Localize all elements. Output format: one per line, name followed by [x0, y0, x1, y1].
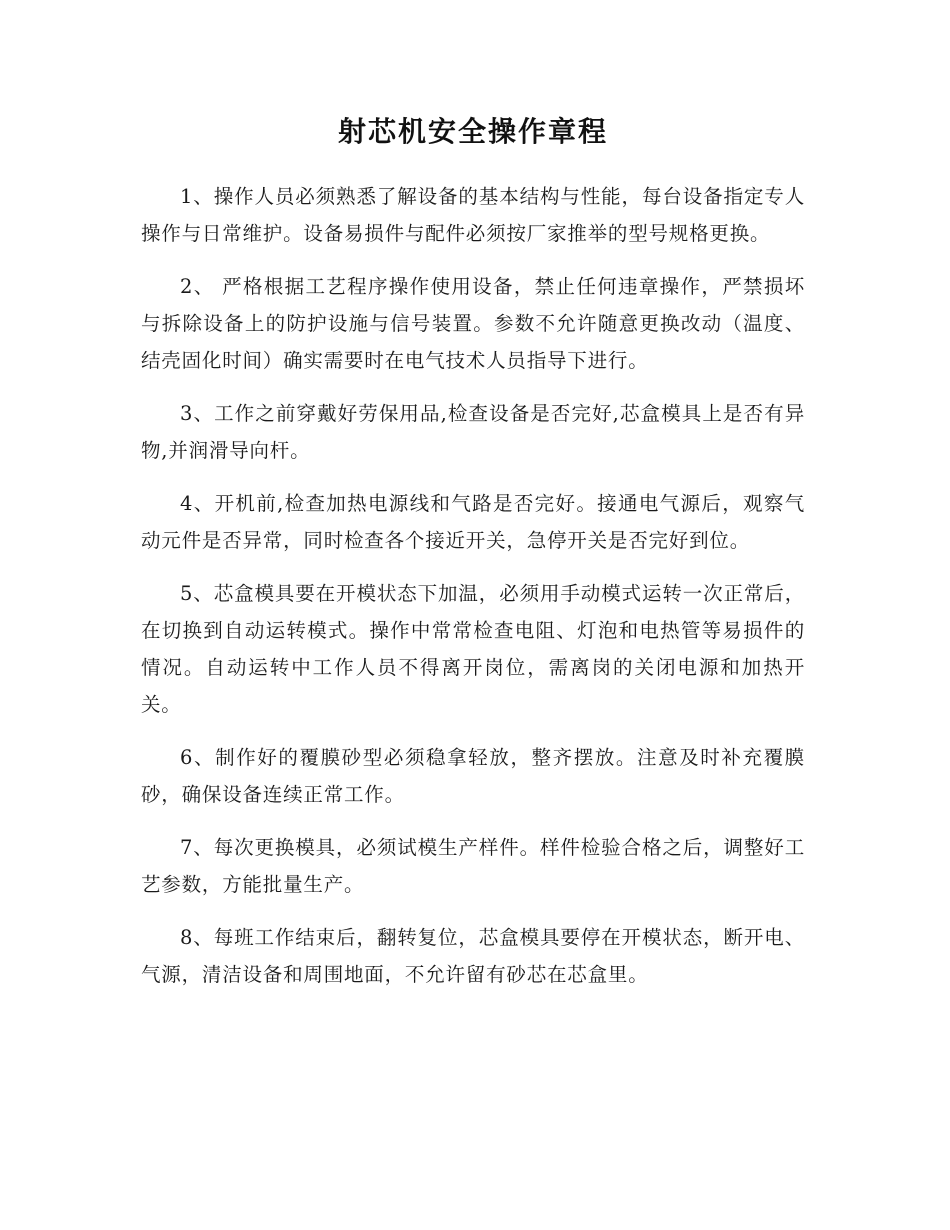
- paragraph-2: 2、 严格根据工艺程序操作使用设备，禁止任何违章操作，严禁损坏与拆除设备上的防护设施与信号装置。参数不允许随意更换改动（温度、结壳固化时间）确实需要时在电气技术人员指导下进行。: [141, 275, 805, 372]
- document-title: 射芯机安全操作章程: [337, 115, 608, 148]
- paragraph-6: 6、制作好的覆膜砂型必须稳拿轻放，整齐摆放。注意及时补充覆膜砂，确保设备连续正常工作。: [141, 746, 805, 806]
- paragraph-5: 5、芯盒模具要在开模状态下加温，必须用手动模式运转一次正常后，在切换到自动运转模式。操作中常常检查电阻、灯泡和电热管等易损件的情况。自动运转中工作人员不得离开岗位，需离岗的关闭电源和加热开关。: [141, 582, 805, 716]
- paragraph-8: 8、每班工作结束后，翻转复位，芯盒模具要停在开模状态，断开电、气源，清洁设备和周围地面，不允许留有砂芯在芯盒里。: [141, 926, 805, 986]
- paragraph-4: 4、开机前,检查加热电源线和气路是否完好。接通电气源后，观察气动元件是否异常，同时检查各个接近开关，急停开关是否完好到位。: [141, 492, 805, 552]
- paragraph-3: 3、工作之前穿戴好劳保用品,检查设备是否完好,芯盒模具上是否有异物,并润滑导向杆。: [141, 402, 805, 462]
- paragraph-1: 1、操作人员必须熟悉了解设备的基本结构与性能，每台设备指定专人操作与日常维护。设备易损件与配件必须按厂家推举的型号规格更换。: [141, 185, 805, 245]
- paragraph-7: 7、每次更换模具，必须试模生产样件。样件检验合格之后，调整好工艺参数，方能批量生产。: [141, 836, 805, 896]
- document-page: [141, 104, 805, 1009]
